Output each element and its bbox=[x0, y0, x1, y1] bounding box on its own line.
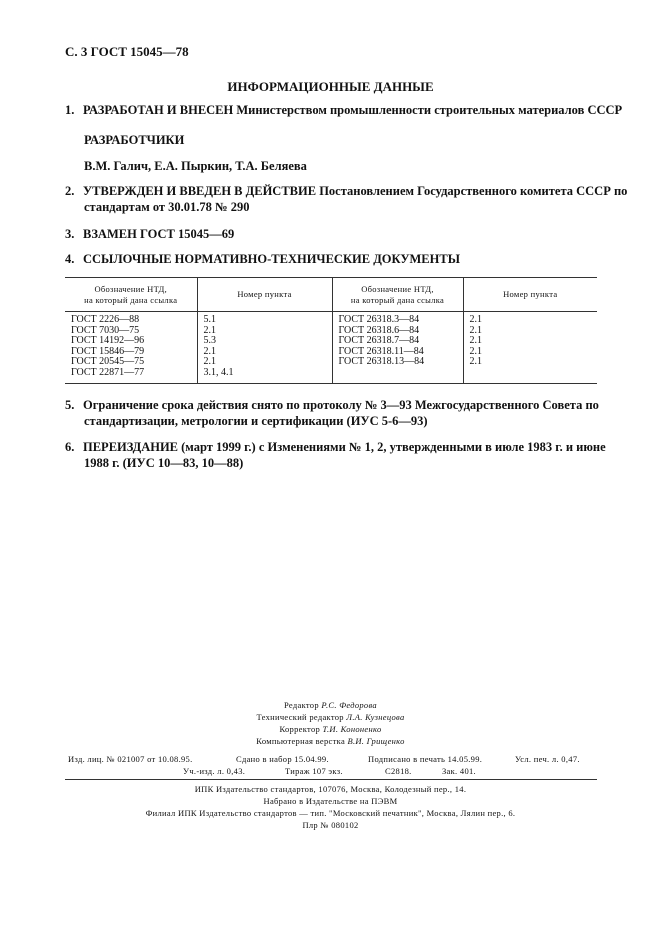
imprint-license: Изд. лиц. № 021007 от 10.08.95. bbox=[68, 754, 193, 764]
item-2-heading: УТВЕРЖДЕН И ВВЕДЕН В ДЕЙСТВИЕ bbox=[83, 184, 317, 198]
page-header: С. 3 ГОСТ 15045—78 bbox=[65, 44, 189, 59]
item-4-number: 4. bbox=[65, 252, 75, 266]
item-1 bbox=[65, 102, 622, 118]
item-5 bbox=[65, 397, 599, 413]
imprint-order: Зак. 401. bbox=[442, 766, 476, 776]
item-1-heading: РАЗРАБОТАН И ВНЕСЕН bbox=[83, 103, 234, 117]
item-1-text: Министерством промышленности строительных материалов СССР bbox=[233, 103, 623, 117]
item-6-text: (март 1999 г.) с Изменениями № 1, 2, утвержденными в июле 1983 г. и июне bbox=[178, 440, 606, 454]
credit-proofreader: Корректор Т.И. Кононенко bbox=[279, 724, 382, 734]
left-points-cell bbox=[197, 312, 332, 384]
right-point: 2.1 bbox=[469, 314, 482, 325]
item-2-text-line2: стандартам от 30.01.78 № 290 bbox=[84, 200, 250, 214]
references-table bbox=[65, 277, 597, 384]
item-6-heading: ПЕРЕИЗДАНИЕ bbox=[83, 440, 179, 454]
left-doc: ГОСТ 20545—75 bbox=[71, 356, 145, 367]
left-point: 2.1 bbox=[203, 356, 216, 367]
right-docs-cell bbox=[332, 312, 463, 384]
right-point: 2.1 bbox=[469, 356, 482, 367]
col-header-designation-left: Обозначение НТД, на который дана ссылка bbox=[65, 278, 197, 312]
imprint-sent: Сдано в набор 15.04.99. bbox=[236, 754, 329, 764]
imprint-printed-sheets: Усл. печ. л. 0,47. bbox=[515, 754, 580, 764]
item-3-number: 3. bbox=[65, 227, 75, 241]
right-doc: ГОСТ 26318.6—84 bbox=[338, 324, 420, 336]
left-point: 5.1 bbox=[203, 314, 216, 325]
item-2 bbox=[65, 183, 627, 199]
right-points-cell bbox=[463, 312, 597, 384]
left-doc: ГОСТ 14192—96 bbox=[71, 335, 145, 346]
developers-heading: РАЗРАБОТЧИКИ bbox=[84, 133, 185, 147]
right-point: 2.1 bbox=[469, 345, 482, 357]
right-doc: ГОСТ 26318.11—84 bbox=[338, 345, 424, 357]
item-5-text-line2: стандартизации, метрологии и сертификации (ИУС 5-6—93) bbox=[84, 414, 428, 428]
item-3 bbox=[65, 226, 234, 242]
publisher-line4: Плр № 080102 bbox=[302, 820, 359, 830]
divider bbox=[65, 779, 597, 780]
left-doc: ГОСТ 2226—88 bbox=[71, 314, 140, 325]
credit-editor: Редактор Р.С. Федорова bbox=[284, 700, 377, 710]
left-point: 3.1, 4.1 bbox=[203, 366, 234, 378]
left-doc: ГОСТ 22871—77 bbox=[71, 366, 145, 378]
col-header-point-right: Номер пункта bbox=[463, 278, 597, 312]
right-doc: ГОСТ 26318.3—84 bbox=[338, 314, 420, 325]
left-docs-cell bbox=[65, 312, 197, 384]
right-point: 2.1 bbox=[469, 335, 482, 346]
item-5-text: Ограничение срока действия снято по протоколу № 3—93 Межгосударственного Совета по bbox=[83, 398, 599, 412]
imprint-publ-sheets: Уч.-изд. л. 0,43. bbox=[183, 766, 246, 776]
item-3-heading: ВЗАМЕН ГОСТ 15045—69 bbox=[83, 227, 235, 241]
right-point: 2.1 bbox=[469, 324, 482, 336]
item-6-number: 6. bbox=[65, 440, 75, 454]
left-doc: ГОСТ 7030—75 bbox=[71, 324, 140, 336]
developers-names: В.М. Галич, Е.А. Пыркин, Т.А. Беляева bbox=[84, 159, 307, 173]
imprint-signed: Подписано в печать 14.05.99. bbox=[368, 754, 483, 764]
right-doc: ГОСТ 26318.13—84 bbox=[338, 356, 425, 367]
item-4-heading: ССЫЛОЧНЫЕ НОРМАТИВНО-ТЕХНИЧЕСКИЕ ДОКУМЕНТЫ bbox=[83, 252, 460, 266]
credit-tech-editor: Технический редактор Л.А. Кузнецова bbox=[256, 712, 405, 722]
right-doc: ГОСТ 26318.7—84 bbox=[338, 335, 420, 346]
publisher-line2: Набрано в Издательстве на ПЭВМ bbox=[263, 796, 398, 806]
publisher-line3: Филиал ИПК Издательство стандартов — тип. "Московский печатник", Москва, Лялин пер., 6. bbox=[145, 808, 516, 818]
left-point: 2.1 bbox=[203, 345, 216, 357]
publisher-line1: ИПК Издательство стандартов, 107076, Москва, Колодезный пер., 14. bbox=[194, 784, 467, 794]
item-2-text: Постановлением Государственного комитета СССР по bbox=[316, 184, 628, 198]
credit-layout: Компьютерная верстка В.И. Грищенко bbox=[256, 736, 405, 746]
left-point: 5.3 bbox=[203, 335, 216, 346]
item-6-text-line2: 1988 г. (ИУС 10—83, 10—88) bbox=[84, 456, 244, 470]
col-header-point-left: Номер пункта bbox=[197, 278, 332, 312]
item-4 bbox=[65, 251, 460, 267]
item-2-number: 2. bbox=[65, 184, 75, 198]
col-header-designation-right: Обозначение НТД, на который дана ссылка bbox=[332, 278, 463, 312]
item-6 bbox=[65, 439, 606, 455]
imprint-circulation: Тираж 107 экз. bbox=[285, 766, 343, 776]
left-point: 2.1 bbox=[203, 324, 216, 336]
item-5-number: 5. bbox=[65, 398, 75, 412]
item-1-number: 1. bbox=[65, 103, 75, 117]
section-title: ИНФОРМАЦИОННЫЕ ДАННЫЕ bbox=[227, 79, 434, 94]
imprint-code: С2818. bbox=[385, 766, 412, 776]
left-doc: ГОСТ 15846—79 bbox=[71, 345, 145, 357]
